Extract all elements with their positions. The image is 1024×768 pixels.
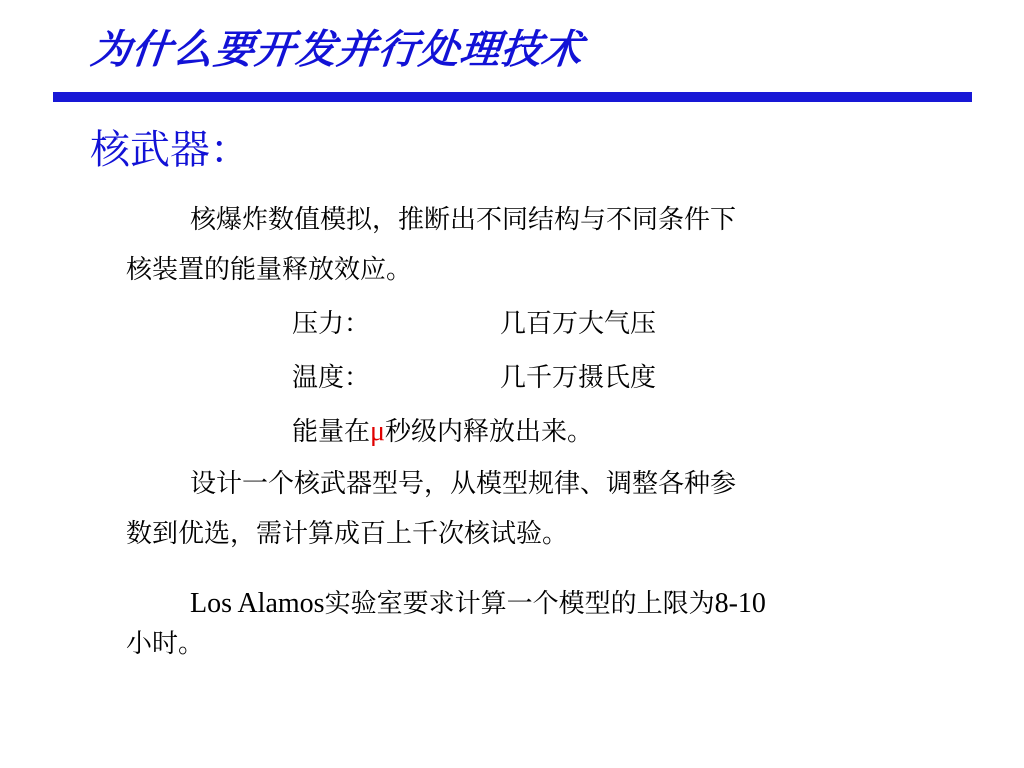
pressure-label: 压力： — [292, 309, 371, 339]
energy-release-suffix: 秒级内释放出来。 — [385, 417, 594, 447]
slide-title: 为什么要开发并行处理技术 — [88, 27, 586, 73]
paragraph-1-line-2: 核装置的能量释放效应。 — [126, 255, 413, 285]
paragraph-3-middle: 实验室要求计算一个模型的上限为 — [324, 589, 715, 619]
paragraph-2-line-1: 设计一个核武器型号，从模型规律、调整各种参 — [190, 469, 737, 499]
temperature-value: 几千万摄氏度 — [500, 363, 657, 393]
hours-range: 8-10 — [714, 588, 766, 619]
paragraph-3-line-1 — [190, 588, 766, 620]
pressure-value: 几百万大气压 — [500, 309, 657, 339]
title-divider-bar — [53, 92, 972, 102]
energy-release-prefix: 能量在 — [292, 417, 371, 447]
paragraph-2-line-2: 数到优选，需计算成百上千次核试验。 — [126, 519, 569, 549]
section-heading: 核武器： — [90, 127, 250, 173]
micro-symbol: μ — [370, 416, 386, 447]
energy-release-line — [292, 416, 593, 448]
temperature-label: 温度： — [292, 363, 371, 393]
lab-name: Los Alamos — [190, 588, 325, 619]
paragraph-3-line-2: 小时。 — [126, 629, 205, 659]
paragraph-1-line-1: 核爆炸数值模拟，推断出不同结构与不同条件下 — [190, 205, 737, 235]
